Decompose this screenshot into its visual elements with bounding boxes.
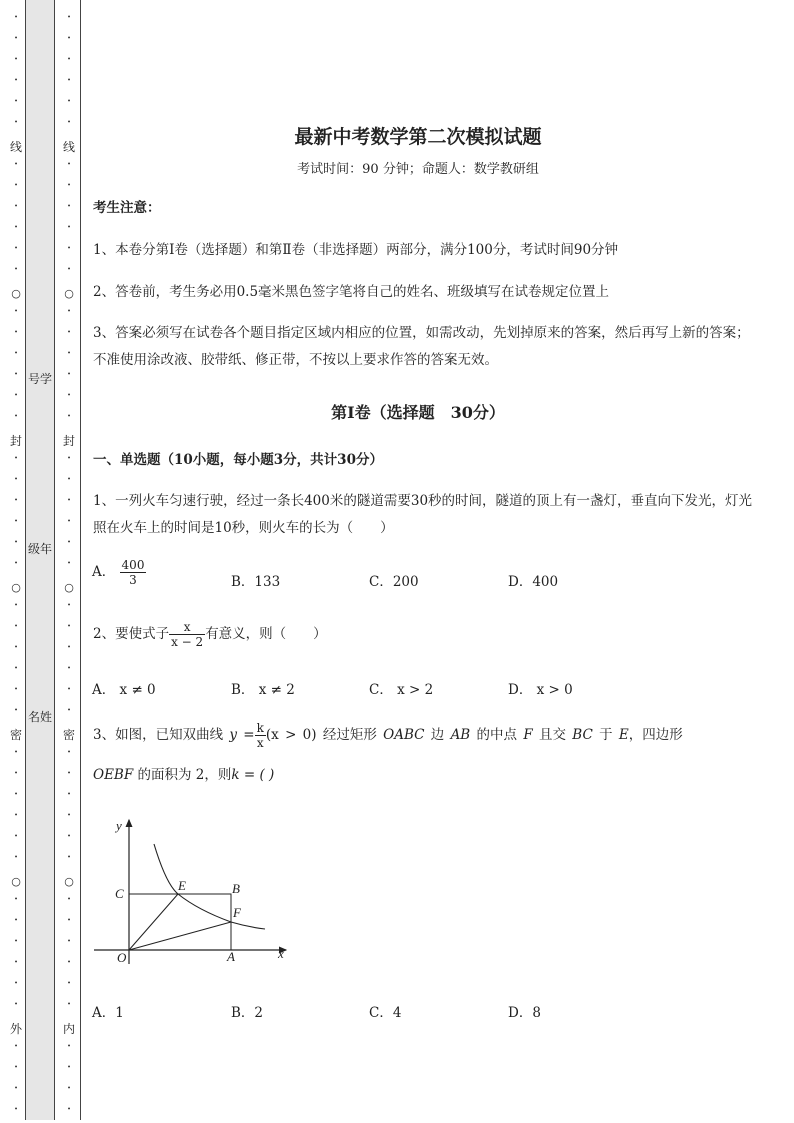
question-2-option-a[interactable]: A． x ≠ 0	[92, 682, 156, 698]
label-e: E	[178, 878, 186, 893]
field-grade-label: 级年	[27, 542, 52, 556]
seal-dot: •	[67, 266, 71, 273]
seal-dot: •	[14, 644, 18, 651]
seal-dot: •	[14, 371, 18, 378]
option-prefix: A．	[92, 564, 116, 580]
seal-dot: •	[14, 14, 18, 21]
seal-dot: •	[67, 644, 71, 651]
seal-dot: •	[14, 812, 18, 819]
fraction	[169, 620, 205, 649]
seal-dot: •	[67, 854, 71, 861]
label-b: B	[232, 881, 240, 896]
seal-circle: ○	[64, 581, 74, 594]
seal-dot: •	[14, 98, 18, 105]
seal-dot: •	[14, 896, 18, 903]
seal-dot: •	[67, 245, 71, 252]
seal-dot: •	[67, 1043, 71, 1050]
hyperbola-curve	[154, 844, 265, 929]
seal-dot: •	[67, 917, 71, 924]
seal-dot: •	[14, 182, 18, 189]
seal-dot: •	[67, 707, 71, 714]
rectangle-oabc	[129, 894, 231, 950]
seal-dot: •	[14, 854, 18, 861]
seal-dot: •	[67, 938, 71, 945]
seal-dot: •	[14, 665, 18, 672]
seal-circle: ○	[64, 875, 74, 888]
q3-rect-name: OABC	[383, 727, 425, 743]
notice-item: 2、答卷前，考生务必用0.5毫米黑色签字笔将自己的姓名、班级填写在试卷规定位置上	[93, 284, 610, 300]
q3-quad-name: OEBF	[93, 767, 134, 783]
q3-text: 经过矩形	[322, 727, 377, 743]
seal-dot: •	[67, 980, 71, 987]
seal-dot: •	[67, 791, 71, 798]
seal-dot: •	[67, 413, 71, 420]
seal-dot: •	[14, 224, 18, 231]
seal-dot: •	[14, 119, 18, 126]
q3-text: ，四边形	[628, 727, 683, 743]
seal-dot: •	[67, 1001, 71, 1008]
seal-dot: •	[14, 938, 18, 945]
seal-dot: •	[14, 560, 18, 567]
seal-dot: •	[67, 518, 71, 525]
question-2-stem	[93, 620, 753, 649]
seal-dot: •	[14, 203, 18, 210]
seal-dot: •	[14, 455, 18, 462]
label-x: x	[278, 946, 284, 961]
segment-oe	[129, 894, 178, 950]
seal-dot: •	[14, 35, 18, 42]
seal-dot: •	[67, 1106, 71, 1113]
fraction-denominator: 3	[129, 573, 137, 587]
seal-dot: •	[67, 770, 71, 777]
fraction-numerator: x	[169, 620, 205, 635]
seal-dot: •	[67, 497, 71, 504]
q3-formula-domain: (x > 0)	[265, 727, 317, 743]
seal-dot: •	[14, 959, 18, 966]
seal-dot: •	[14, 497, 18, 504]
field-name-label: 名姓	[27, 710, 52, 724]
seal-dot: •	[14, 686, 18, 693]
seal-dot: •	[67, 350, 71, 357]
field-student-id-label: 号学	[27, 372, 52, 386]
question-3-figure	[88, 812, 298, 972]
question-1-option-a[interactable]	[92, 558, 146, 587]
seal-dot: •	[67, 623, 71, 630]
seal-dot: •	[67, 1064, 71, 1071]
fraction-numerator: k	[256, 721, 264, 735]
seal-dot: •	[67, 371, 71, 378]
question-2-stem-after: 有意义，则（ ）	[205, 626, 327, 642]
seal-dot: •	[14, 392, 18, 399]
seal-dot: •	[67, 560, 71, 567]
fraction	[120, 558, 147, 587]
question-3-option-d[interactable]: D．8	[508, 1005, 541, 1021]
q3-side2-name: BC	[572, 727, 593, 743]
question-3-stem-line2	[93, 762, 753, 789]
seal-dot: •	[14, 602, 18, 609]
seal-label: 封	[9, 434, 22, 448]
q3-text: 3、如图，已知双曲线	[93, 727, 224, 743]
seal-label: 线	[62, 140, 75, 154]
seal-dot: •	[67, 665, 71, 672]
seal-dot: •	[14, 266, 18, 273]
seal-dot: •	[67, 686, 71, 693]
seal-dot: •	[67, 833, 71, 840]
seal-dot: •	[67, 392, 71, 399]
q3-text: 且交	[539, 727, 566, 743]
seal-dot: •	[14, 245, 18, 252]
seal-dot: •	[14, 980, 18, 987]
seal-dot: •	[67, 959, 71, 966]
segment-of	[129, 922, 231, 950]
seal-label: 密	[62, 728, 75, 742]
notice-heading: 考生注意：	[93, 200, 161, 216]
seal-dot: •	[67, 119, 71, 126]
seal-dot: •	[67, 56, 71, 63]
seal-dot: •	[14, 518, 18, 525]
label-y: y	[116, 818, 122, 833]
seal-dot: •	[67, 896, 71, 903]
seal-dot: •	[14, 917, 18, 924]
seal-dot: •	[67, 203, 71, 210]
seal-dot: •	[14, 539, 18, 546]
question-1-stem: 1、一列火车匀速行驶，经过一条长400米的隧道需要30秒的时间，隧道的顶上有一盏灯，垂直向下发光，灯光照在火车上的时间是10秒，则火车的长为（ ）	[93, 493, 753, 536]
seal-dot: •	[67, 308, 71, 315]
seal-dot: •	[14, 77, 18, 84]
seal-dot: •	[67, 476, 71, 483]
seal-dot: •	[14, 1064, 18, 1071]
seal-dot: •	[67, 77, 71, 84]
section-heading: 一、单选题（10小题，每小题3分，共计30分）	[93, 452, 383, 468]
question-1-option-c[interactable]: C．200	[369, 574, 419, 590]
seal-dot: •	[14, 749, 18, 756]
seal-dot: •	[67, 1085, 71, 1092]
seal-circle: ○	[11, 581, 21, 594]
label-c: C	[115, 886, 124, 901]
q3-point-e: E	[618, 727, 629, 743]
seal-dot: •	[14, 833, 18, 840]
seal-dot: •	[67, 224, 71, 231]
fraction-denominator: x − 2	[171, 635, 204, 649]
notice-item: 3、答案必须写在试卷各个题目指定区域内相应的位置，如需改动，先划掉原来的答案，然后再写上新的答案；不准使用涂改液、胶带纸、修正带，不按以上要求作答的答案无效。	[93, 325, 750, 368]
label-o: O	[117, 950, 127, 965]
fraction	[255, 721, 266, 750]
seal-label: 线	[9, 140, 22, 154]
q3-text: 的中点	[476, 727, 518, 743]
seal-dot: •	[67, 602, 71, 609]
seal-dot: •	[67, 329, 71, 336]
seal-dot: •	[14, 1085, 18, 1092]
question-2-option-d[interactable]: D． x > 0	[508, 682, 573, 698]
seal-circle: ○	[11, 875, 21, 888]
notice-item: 1、本卷分第Ⅰ卷（选择题）和第Ⅱ卷（非选择题）两部分，满分100分，考试时间90分钟	[93, 242, 619, 258]
seal-dot: •	[14, 476, 18, 483]
seal-label: 外	[9, 1022, 22, 1036]
seal-dot: •	[14, 56, 18, 63]
q3-text: 的面积为 2，则	[137, 767, 232, 783]
question-2-option-c[interactable]: C． x > 2	[369, 682, 434, 698]
question-2-stem-before: 2、要使式子	[93, 626, 170, 642]
label-f: F	[233, 905, 241, 920]
seal-dot: •	[14, 707, 18, 714]
q3-point-f: F	[523, 727, 533, 743]
seal-dot: •	[67, 812, 71, 819]
seal-dot: •	[14, 413, 18, 420]
part-title: 第Ⅰ卷（选择题 30分）	[331, 403, 505, 422]
label-a: A	[227, 949, 235, 964]
q3-text: 于	[599, 727, 613, 743]
seal-dot: •	[67, 14, 71, 21]
question-2-option-b[interactable]: B． x ≠ 2	[231, 682, 295, 698]
seal-dot: •	[14, 770, 18, 777]
question-1-option-d[interactable]: D．400	[508, 574, 559, 590]
q3-side-name: AB	[450, 727, 471, 743]
seal-dot: •	[67, 539, 71, 546]
seal-circle: ○	[11, 287, 21, 300]
page-subtitle: 考试时间：90 分钟；命题人：数学教研组	[297, 162, 539, 177]
fraction-numerator: 400	[121, 558, 145, 572]
seal-label: 封	[62, 434, 75, 448]
question-3-option-b[interactable]: B．2	[231, 1005, 264, 1021]
question-3-option-c[interactable]: C．4	[369, 1005, 402, 1021]
seal-dot: •	[67, 161, 71, 168]
seal-dot: •	[67, 35, 71, 42]
question-3-stem-line1	[93, 721, 753, 750]
seal-dot: •	[14, 161, 18, 168]
fraction-denominator: x	[256, 736, 264, 750]
seal-dot: •	[14, 329, 18, 336]
question-3-option-a[interactable]: A．1	[92, 1005, 124, 1021]
seal-dot: •	[67, 98, 71, 105]
page-title: 最新中考数学第二次模拟试题	[294, 126, 542, 148]
seal-dot: •	[67, 749, 71, 756]
seal-dot: •	[67, 455, 71, 462]
question-1-option-b[interactable]: B．133	[231, 574, 281, 590]
seal-dot: •	[14, 623, 18, 630]
seal-dot: •	[14, 1106, 18, 1113]
seal-label: 密	[9, 728, 22, 742]
seal-label: 内	[62, 1022, 75, 1036]
seal-dot: •	[14, 791, 18, 798]
q3-text: 边	[430, 727, 445, 743]
seal-dot: •	[67, 182, 71, 189]
seal-dot: •	[14, 350, 18, 357]
q3-k-expression: k = ( )	[231, 767, 275, 783]
q3-formula-lhs: y =	[229, 727, 255, 743]
seal-dot: •	[14, 308, 18, 315]
seal-circle: ○	[64, 287, 74, 300]
seal-dot: •	[14, 1043, 18, 1050]
seal-dot: •	[14, 1001, 18, 1008]
